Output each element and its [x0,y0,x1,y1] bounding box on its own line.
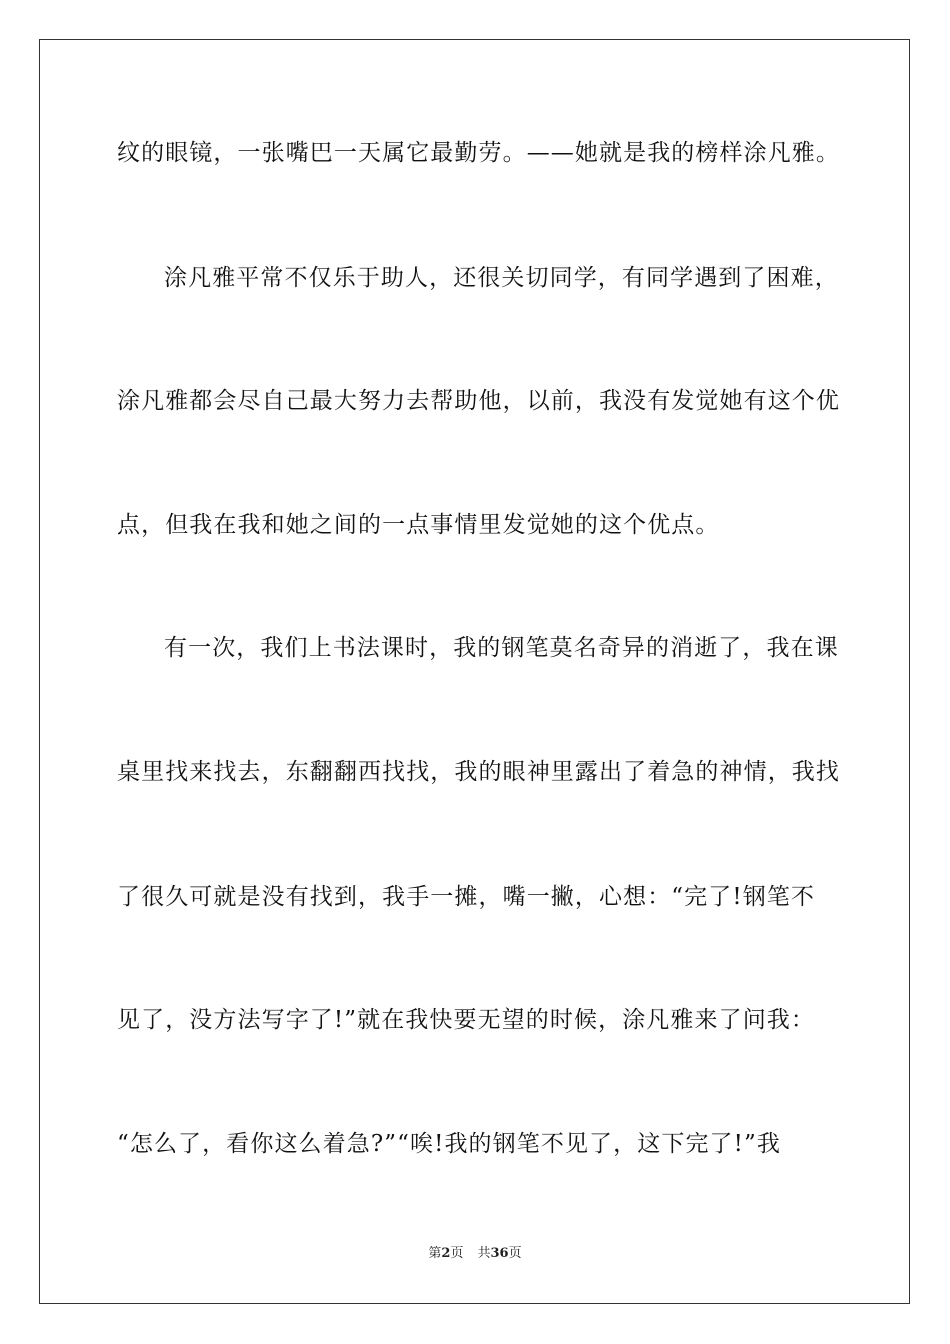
text-line-6: 桌里找来找去，东翻翻西找找，我的眼神里露出了着急的神情，我找 [117,759,840,785]
text-line-9: “怎么了，看你这么着急?”“唉!我的钢笔不见了，这下完了!”我 [117,1131,781,1157]
text-line-5: 有一次，我们上书法课时，我的钢笔莫名奇异的消逝了，我在课 [164,635,839,661]
text-line-4: 点，但我在我和她之间的一点事情里发觉她的这个优点。 [117,512,720,538]
page-frame [39,39,910,1304]
page-prefix: 第 [428,1246,442,1261]
page-number: 2 [441,1246,451,1261]
total-pages: 36 [490,1246,509,1261]
text-line-3: 涂凡雅都会尽自己最大努力去帮助他，以前，我没有发觉她有这个优 [117,388,840,414]
total-suffix: 页 [508,1246,522,1261]
text-line-1: 纹的眼镜，一张嘴巴一天属它最勤劳。——她就是我的榜样涂凡雅。 [117,140,840,166]
text-line-8: 见了，没方法写字了!”就在我快要无望的时候，涂凡雅来了问我： [117,1007,816,1033]
page-suffix: 页 [450,1246,464,1261]
page-footer [0,1245,950,1263]
total-prefix: 共 [477,1246,491,1261]
text-line-2: 涂凡雅平常不仅乐于助人，还很关切同学，有同学遇到了困难， [164,265,839,291]
text-line-7: 了很久可就是没有找到，我手一摊，嘴一撇，心想：“完了!钢笔不 [117,884,816,910]
